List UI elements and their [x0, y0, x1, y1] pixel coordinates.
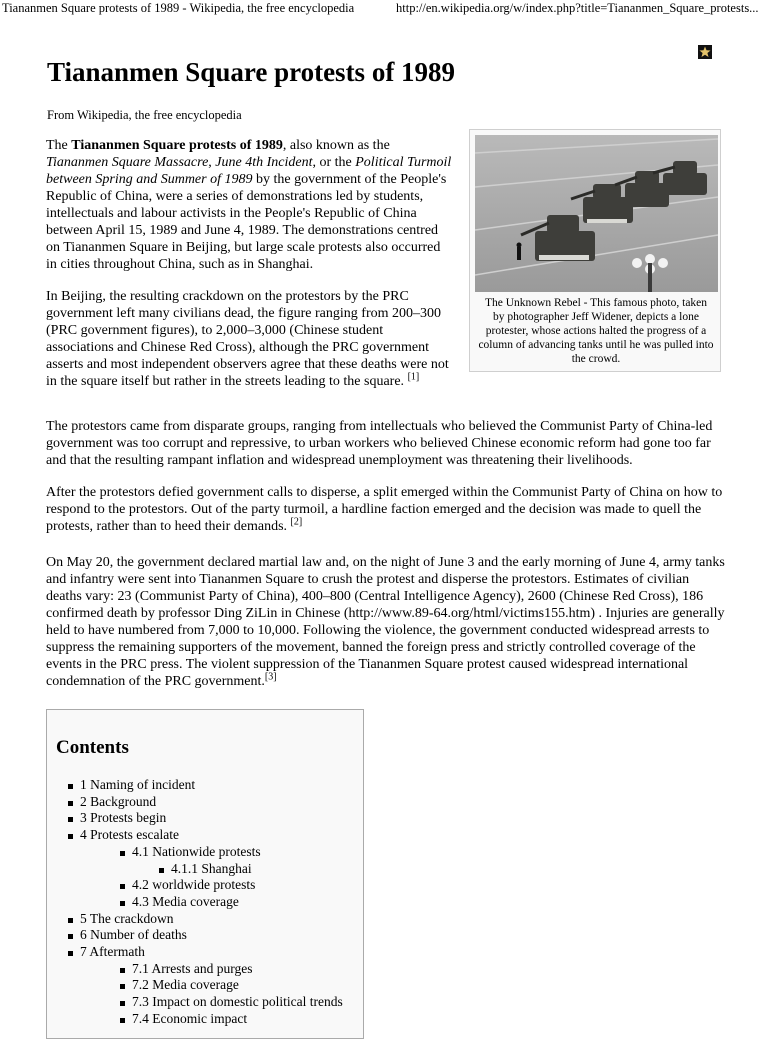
toc-item[interactable]: 2 Background — [80, 794, 343, 811]
toc-item[interactable]: 7.1 Arrests and purges — [132, 961, 343, 978]
print-header-title: Tiananmen Square protests of 1989 - Wikipedia, the free encyclopedia — [2, 1, 355, 15]
toc-item[interactable]: 4.1 Nationwide protests — [132, 844, 343, 861]
alt-name-massacre: Tiananmen Square Massacre — [46, 155, 209, 170]
alt-name-political-turmoil: Political Turmoil between Spring and Summer of 1989 — [46, 155, 452, 187]
martial-law-paragraph: On May 20, the government declared martial law and, on the night of June 3 and the early morning of June 4, army tanks and infantry were sent into Tiananmen Square to crush the protest and disperse the protestors. Estimates of civilian deaths vary: 23 (Communist Party of China), 400–800 (Central Intelligence Agency), 2600 (Chinese Red Cross), 186 confirmed death by professor Ding ZiLin in Chinese (http://www.89-64.org/html/victims155.htm) . Injuries are generally held to have numbered from 7,000 to 10,000. Following the violence, the government conducted widespread arrests to suppress the remaining supporters of the movement, banned the foreign press and strictly controlled coverage of the events in the PRC press. The violent suppression of the Tiananmen Square protest caused widespread international condemnation of the PRC government.[3] — [46, 555, 725, 689]
page-title: Tiananmen Square protests of 1989 — [47, 57, 456, 87]
toc-item[interactable]: 5 The crackdown — [80, 911, 343, 928]
toc-item[interactable]: 7.3 Impact on domestic political trends — [132, 994, 343, 1010]
image-caption: The Unknown Rebel - This famous photo, taken by photographer Jeff Widener, depicts a lone protester, whose actions halted the progress of a column of advancing tanks until he was pulled into the crowd. — [478, 297, 714, 365]
party-split-paragraph: After the protestors defied government calls to disperse, a split emerged within the Communist Party of China on how to respond to the protestors. Out of the party turmoil, a hardline faction emerged and the decision was made to quell the protests, rather than to heed their demands. [2] — [46, 485, 723, 534]
toc-item[interactable]: 4 Protests escalate — [80, 827, 343, 844]
bold-title-term: Tiananmen Square protests of 1989 — [71, 138, 283, 153]
crackdown-paragraph: In Beijing, the resulting crackdown on the protestors by the PRC government left many civilians dead, the figure ranging from 200–300 (PRC government figures), to 2,000–3,000 (Chinese student associations and Chinese Red Cross), although the PRC government asserts and most independent observers agree that these deaths were not in the square itself but rather in the streets leading to the square. [1] — [46, 289, 449, 389]
toc-item[interactable]: 7 Aftermath — [80, 944, 343, 961]
toc-item[interactable]: 4.3 Media coverage — [132, 894, 343, 911]
toc-item[interactable]: 4.2 worldwide protests — [132, 877, 343, 894]
toc-item[interactable]: 1 Naming of incident — [80, 777, 343, 794]
toc-list — [80, 777, 343, 1028]
intro-paragraph: The Tiananmen Square protests of 1989, also known as the Tiananmen Square Massacre, June 4th Incident, or the Political Turmoil between Spring and Summer of 1989 by the government of the People's Republic of China, were a series of demonstrations led by students, intellectuals and labour activists in the People's Republic of China between April 15, 1989 and June 4, 1989. The demonstrations centred on Tiananmen Square in Beijing, but large scale protests also occurred in cities throughout China, such as in Shanghai. — [46, 138, 452, 272]
table-of-contents — [46, 709, 364, 1039]
reference-3[interactable]: [3] — [264, 671, 277, 683]
toc-item[interactable]: 7.2 Media coverage — [132, 977, 343, 994]
toc-item[interactable]: 6 Number of deaths — [80, 927, 343, 944]
protestors-paragraph: The protestors came from disparate groups, ranging from intellectuals who believed the Communist Party of China-led government was too corrupt and repressive, to urban workers who believed Chinese economic reform had gone too far and that the resulting rampant inflation and widespread unemployment was threatening their livelihoods. — [46, 419, 713, 468]
tank-man-photo[interactable] — [475, 135, 718, 292]
reference-2[interactable]: [2] — [290, 516, 303, 528]
toc-item[interactable]: 3 Protests begin — [80, 810, 343, 827]
image-thumbnail — [469, 129, 721, 372]
toc-item[interactable]: 4.1.1 Shanghai — [171, 861, 343, 878]
print-header — [0, 0, 768, 18]
reference-1[interactable]: [1] — [407, 371, 420, 383]
print-header-url[interactable]: http://en.wikipedia.org/w/index.php?title=Tiananmen_Square_protests... — [396, 1, 759, 15]
toc-title: Contents — [56, 737, 129, 758]
toc-item[interactable]: 7.4 Economic impact — [132, 1011, 343, 1028]
site-subtitle: From Wikipedia, the free encyclopedia — [47, 108, 242, 122]
alt-name-june-4th: June 4th Incident — [215, 155, 313, 170]
featured-article-star-icon[interactable] — [698, 45, 712, 59]
